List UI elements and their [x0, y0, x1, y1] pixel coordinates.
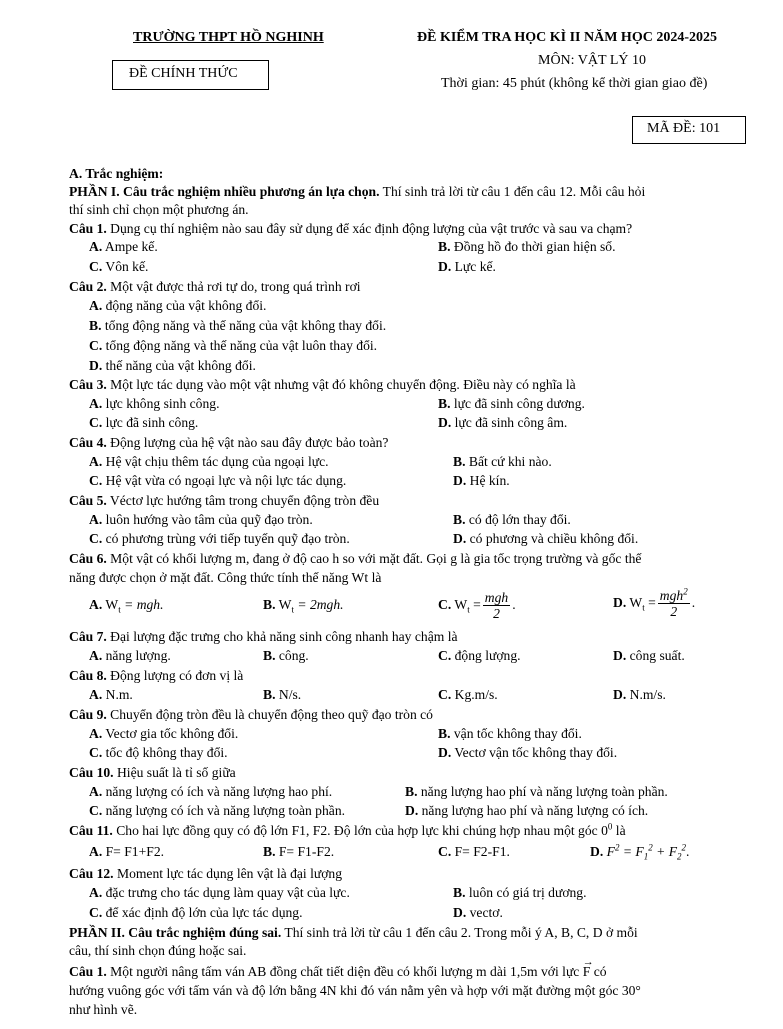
q7-option-d: D. công suất. — [613, 648, 685, 663]
q3-option-a: A. lực không sinh công. — [89, 396, 220, 411]
question-9: Câu 9. Chuyển động tròn đều là chuyển động theo quỹ đạo tròn có — [69, 707, 433, 722]
q12-option-a: A. đặc trưng cho tác dụng làm quay vật của lực. — [89, 885, 350, 900]
q6-option-b: B. $W_t = 2mgh$. — [263, 597, 344, 615]
q9-option-b: B. vận tốc không thay đổi. — [438, 726, 582, 741]
q4-option-a: A. Hệ vật chịu thêm tác dụng của ngoại lực. — [89, 454, 329, 469]
question-5: Câu 5. Véctơ lực hướng tâm trong chuyển động tròn đều — [69, 493, 380, 508]
official-label: ĐỀ CHÍNH THỨC — [129, 66, 238, 81]
question-6: Câu 6. Một vật có khối lượng m, đang ở độ cao h so với mặt đất. Gọi g là gia tốc trọng trường và gốc thế — [69, 551, 642, 566]
part2-question-1: Câu 1. Một người nâng tấm ván AB đồng chất tiết diện đều có khối lượng m dài 1,5m với lực → F có — [69, 956, 607, 979]
question-12: Câu 12. Moment lực tác dụng lên vật là đại lượng — [69, 866, 342, 881]
q8-option-a: A. N.m. — [89, 687, 133, 702]
q1-option-d: D. Lực kế. — [438, 259, 496, 274]
exam-code: MÃ ĐỀ: 101 — [647, 121, 721, 136]
q1-option-b: B. Đồng hồ đo thời gian hiện số. — [438, 239, 616, 254]
q3-option-c: C. lực đã sinh công. — [89, 415, 199, 430]
q8-option-d: D. N.m/s. — [613, 687, 666, 702]
q9-option-c: C. tốc độ không thay đổi. — [89, 745, 228, 760]
q11-option-c: C. F= F2-F1. — [438, 844, 510, 859]
q10-option-a: A. năng lượng có ích và năng lượng hao phí. — [89, 784, 333, 799]
q4-option-b: B. Bất cứ khi nào. — [453, 454, 552, 469]
q7-option-c: C. động lượng. — [438, 648, 521, 663]
q6-option-a: A. $W_t$ = mgh. — [89, 597, 164, 615]
part1-instructions-2: thí sinh chỉ chọn một phương án. — [69, 202, 249, 217]
question-1: Câu 1. Dụng cụ thí nghiệm nào sau đây sử dụng để xác định động lượng của vật trước và sau va chạm? — [69, 221, 633, 236]
q7-option-a: A. năng lượng. — [89, 648, 171, 663]
part2-question-1-cont: hướng vuông góc với tấm ván và độ lớn bằng 4N khi đó ván nằm yên và hợp với mặt đường một góc 30° — [69, 983, 641, 998]
exam-time: Thời gian: 45 phút (không kể thời gian giao đề) — [441, 76, 708, 91]
question-7: Câu 7. Đại lượng đặc trưng cho khả năng sinh công nhanh hay chậm là — [69, 629, 458, 644]
q3-option-d: D. lực đã sinh công âm. — [438, 415, 568, 430]
q3-option-b: B. lực đã sinh công dương. — [438, 396, 585, 411]
q9-option-a: A. Vectơ gia tốc không đổi. — [89, 726, 239, 741]
part2-question-1-cont-2: như hình vẽ. — [69, 1002, 138, 1017]
q2-option-a: A. động năng của vật không đổi. — [89, 298, 267, 313]
q2-option-b: B. tổng động năng và thế năng của vật không thay đổi. — [89, 318, 387, 333]
q4-option-c: C. Hệ vật vừa có ngoại lực và nội lực tác dụng. — [89, 473, 347, 488]
q4-option-d: D. Hệ kín. — [453, 473, 510, 488]
question-8: Câu 8. Động lượng có đơn vị là — [69, 668, 244, 683]
q9-option-d: D. Vectơ vận tốc không thay đổi. — [438, 745, 618, 760]
q10-option-d: D. năng lượng hao phí và năng lượng có ích. — [405, 803, 649, 818]
q11-option-d: D. $F^2 = F_1^2 + F_2^2$. — [590, 842, 690, 862]
q5-option-c: C. có phương trùng với tiếp tuyến quỹ đạo tròn. — [89, 531, 350, 546]
part2-instructions-2: câu, thí sinh chọn đúng hoặc sai. — [69, 943, 247, 958]
q5-option-d: D. có phương và chiều không đổi. — [453, 531, 639, 546]
question-11: Câu 11. Cho hai lực đồng quy có độ lớn F1, F2. Độ lớn của hợp lực khi chúng hợp nhau một góc $0^0$ là — [69, 821, 626, 838]
q7-option-b: B. công. — [263, 648, 309, 663]
q10-option-c: C. năng lượng có ích và năng lượng toàn phần. — [89, 803, 346, 818]
question-4: Câu 4. Động lượng của hệ vật nào sau đây được bảo toàn? — [69, 435, 389, 450]
q12-option-b: B. luôn có giá trị dương. — [453, 885, 587, 900]
q8-option-c: C. Kg.m/s. — [438, 687, 498, 702]
question-6-cont: năng được chọn ở mặt đất. Công thức tính thế năng Wt là — [69, 570, 382, 585]
q5-option-a: A. luôn hướng vào tâm của quỹ đạo tròn. — [89, 512, 313, 527]
q11-option-a: A. F= F1+F2. — [89, 844, 165, 859]
q1-option-a: A. Ampe kế. — [89, 239, 158, 254]
q2-option-c: C. tổng động năng và thế năng của vật luôn thay đổi. — [89, 338, 378, 353]
q12-option-c: C. để xác định độ lớn của lực tác dụng. — [89, 905, 303, 920]
school-name: TRƯỜNG THPT HỒ NGHINH — [133, 30, 324, 45]
q5-option-b: B. có độ lớn thay đổi. — [453, 512, 571, 527]
q6-option-c: C. $W_t$ = $\frac{\text{mgh}}{2}$ . — [438, 590, 516, 622]
q6-option-d: D. $W_t$ = $\frac{mgh^2}{2}$ . — [613, 586, 696, 620]
q12-option-d: D. vectơ. — [453, 905, 503, 920]
q11-option-b: B. F= F1-F2. — [263, 844, 335, 859]
part1-instructions: PHẦN I. Câu trắc nghiệm nhiều phương án lựa chọn. Thí sinh trả lời từ câu 1 đến câu 12. Mỗi câu hỏi — [69, 184, 646, 199]
part2-instructions: PHẦN II. Câu trắc nghiệm đúng sai. Thí sinh trả lời từ câu 1 đến câu 2. Trong mỗi ý A, B, C, D ở mỗi — [69, 925, 638, 940]
question-10: Câu 10. Hiệu suất là tỉ số giữa — [69, 765, 236, 780]
question-3: Câu 3. Một lực tác dụng vào một vật nhưng vật đó không chuyển động. Điều này có nghĩa là — [69, 377, 576, 392]
q2-option-d: D. thế năng của vật không đổi. — [89, 358, 256, 373]
question-2: Câu 2. Một vật được thả rơi tự do, trong quá trình rơi — [69, 279, 361, 294]
exam-title: ĐỀ KIỂM TRA HỌC KÌ II NĂM HỌC 2024-2025 — [417, 30, 717, 45]
q1-option-c: C. Vôn kế. — [89, 259, 149, 274]
subject: MÔN: VẬT LÝ 10 — [538, 53, 646, 68]
q8-option-b: B. N/s. — [263, 687, 302, 702]
q10-option-b: B. năng lượng hao phí và năng lượng toàn phần. — [405, 784, 668, 799]
section-a-title: A. Trắc nghiệm: — [69, 166, 164, 181]
